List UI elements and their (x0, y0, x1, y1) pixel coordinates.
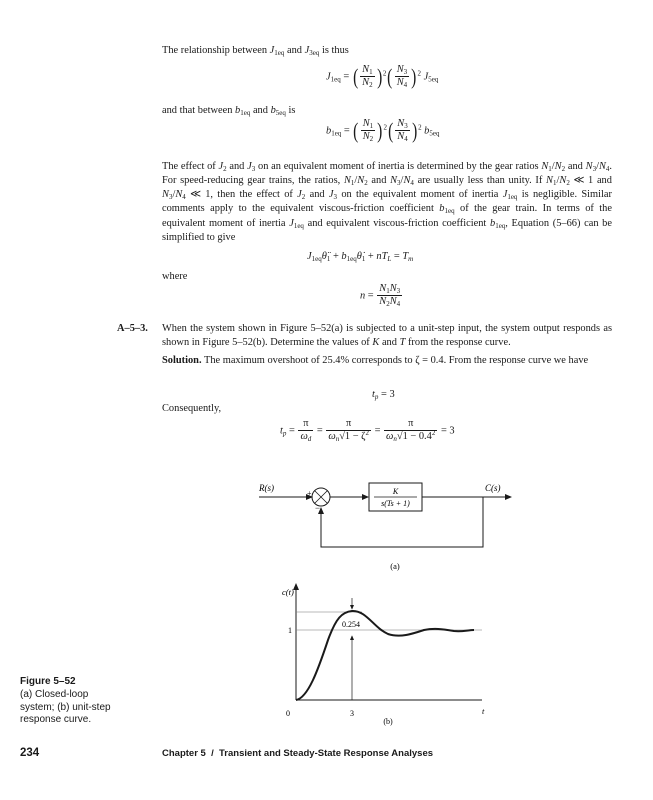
y-tick-1: 1 (288, 626, 292, 635)
equation-j1eq: $J_{1eq}$ = ( $\frac{N_1}{N_2}$ )$^2$( $\frac{N_3}{N_4}$ )$^2$ $J_{5eq}$ (326, 63, 439, 90)
plus-sign: + (307, 489, 312, 498)
equation-tp-expanded: $t_p$ = $\frac{\pi}{\omega_d}$ = $\frac{\pi}{\omega_n√1 - \zeta^2}$ = $\frac{\pi}{\omega_n√1 - 0.4^2}$ = 3 (280, 418, 455, 444)
figure-caption (20, 676, 111, 727)
x-axis-label: t (482, 706, 485, 716)
consequently-label: Consequently, (162, 403, 222, 414)
caption-title: Figure 5–52 (20, 676, 76, 687)
caption-line-3: response curve. (20, 714, 92, 726)
page-number: 234 (20, 747, 40, 759)
response-curve (296, 611, 474, 700)
block-diagram (255, 475, 515, 575)
response-curve-plot (278, 580, 498, 728)
equation-b1eq: $b_{1eq}$ = ( $\frac{N_1}{N_2}$ )$^2$( $\frac{N_3}{N_4}$ )$^2$ $b_{5eq}$ (326, 117, 440, 144)
x-tick-3: 3 (350, 709, 354, 718)
equation-tp: $t_p = 3$ (372, 389, 395, 401)
block-denominator: s(Ts + 1) (381, 499, 410, 508)
problem-label: A–5–3. (117, 323, 148, 334)
running-footer (162, 748, 433, 761)
problem-statement: When the system shown in Figure 5–52(a) is subjected to a unit-step input, the system output responds as shown in Figure 5–52(b). Determine the values of K and T from the response curve. (162, 323, 612, 348)
y-axis-label: c(t) (282, 587, 294, 597)
output-label: C(s) (485, 483, 501, 493)
input-label: R(s) (259, 483, 274, 493)
equation-n: n = $\frac{N_1N_3}{N_2N_4}$ (360, 283, 401, 309)
footer-separator: / (211, 748, 214, 759)
x-tick-0: 0 (286, 709, 290, 718)
overshoot-label: 0.254 (342, 620, 360, 629)
paragraph-2: and that between $b_{1eq}$ and $b_{5eq}$ is (162, 105, 296, 117)
paragraph-3: The effect of $J_2$ and $J_3$ on an equivalent moment of inertia is determined by the gear ratios $N_1/N_2$ and $N_3/N_4$. For speed-reducing gear trains, the ratios, $N_1/N_2$ and $N_3/N_4$ are usually less than unity. If $N_1/N_2$ ≪ 1 and $N_3/N_4$ ≪ 1, then the effect of $J_2$ and $J_3$ on the equivalent moment of inertia $J_{1eq}$ is negligible. Similar comments apply to the equivalent viscous-friction coefficient $b_{1eq}$ of the gear train. In terms of the equivalent moment of inertia $J_{1eq}$ and equivalent viscous-friction coefficient $b_{1eq}$, Equation (5–66) can be simplified to give (162, 161, 612, 243)
figure-a-label: (a) (390, 561, 400, 571)
footer-chapter-title: Transient and Steady-State Response Analyses (219, 748, 434, 759)
figure-b-label: (b) (383, 717, 393, 726)
block-numerator: K (392, 487, 399, 496)
solution-paragraph: Solution. The maximum overshoot of 25.4% corresponds to ζ = 0.4. From the response curve we have (162, 355, 589, 366)
caption-line-2: system; (b) unit-step (20, 701, 111, 713)
where-label: where (162, 271, 188, 282)
paragraph-1: The relationship between $J_{1eq}$ and $J_{3eq}$ is thus (162, 45, 349, 57)
caption-line-1: (a) Closed-loop (20, 688, 89, 700)
footer-chapter: Chapter 5 (162, 748, 206, 759)
equation-motion: $J_{1eq}\thetä_1$ + $b_{1eq}\thetȧ_1 + nT_L = T_m$ (307, 251, 414, 263)
minus-sign: − (315, 503, 321, 513)
